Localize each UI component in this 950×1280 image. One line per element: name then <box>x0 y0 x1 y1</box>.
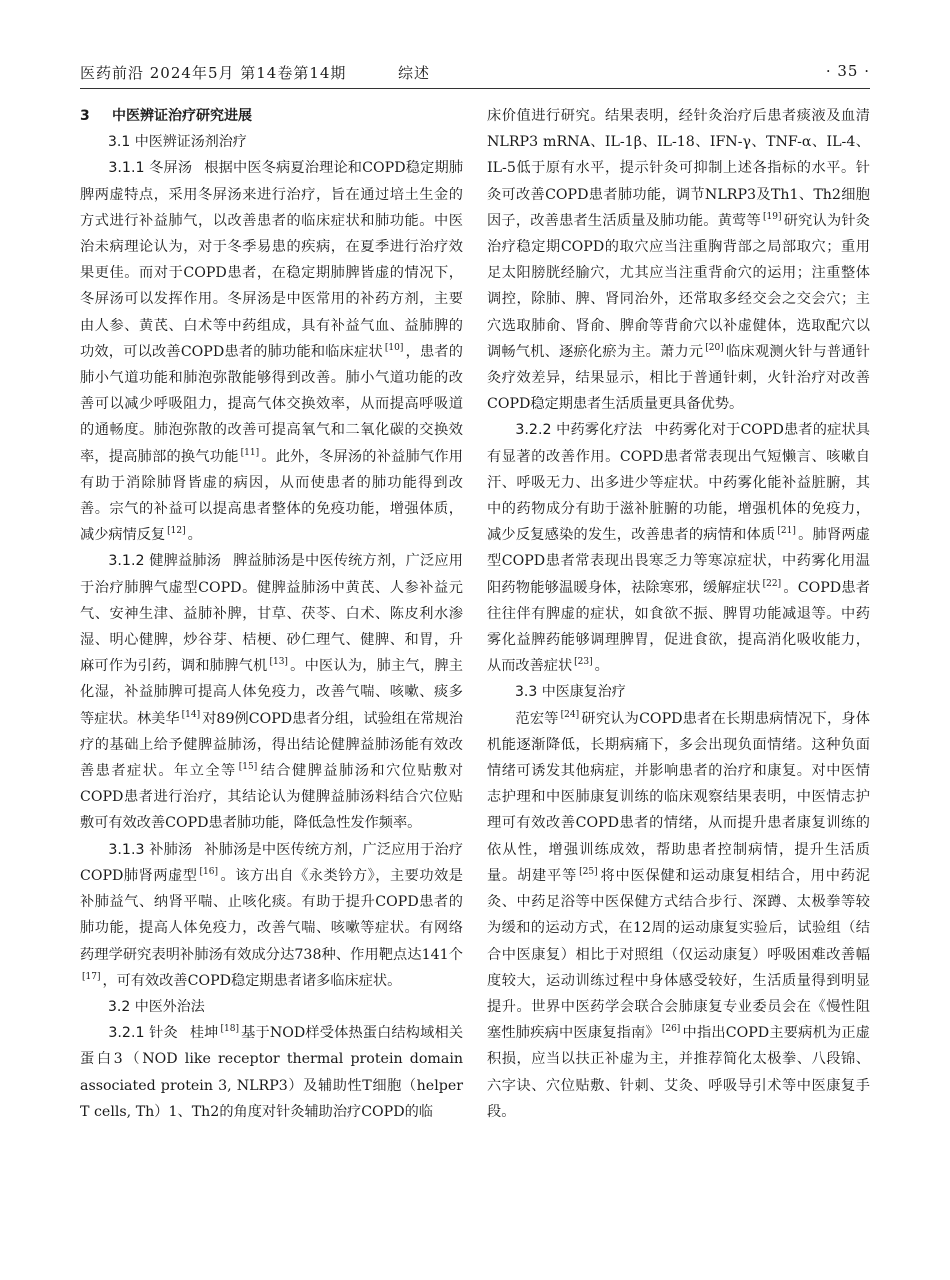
citation-16: [16] <box>199 866 218 877</box>
section-3-heading: 3 中医辨证治疗研究进展 <box>80 108 252 124</box>
citation-17: [17] <box>82 971 101 982</box>
citation-11: [11] <box>240 447 260 458</box>
header-divider <box>80 88 870 89</box>
citation-26: [26] <box>661 1024 681 1035</box>
subheading-3-2-2: 3.2.2 中药雾化疗法 <box>515 422 643 439</box>
left-column <box>80 103 463 1125</box>
citation-12: [12] <box>167 526 186 537</box>
citation-21: [21] <box>777 526 796 537</box>
citation-15: [15] <box>238 762 258 773</box>
citation-23: [23] <box>574 657 593 668</box>
citation-10: [10] <box>384 342 404 353</box>
section-3-1-heading: 3.1 中医辨证汤剂治疗 <box>108 134 247 151</box>
paragraph-3-2-1: 3.2.1 针灸 桂坤 [18] 基于NOD样受体热蛋白结构域相关蛋白3（NOD like receptor thermal protein domain associated protein 3, NLRP3）及辅助性T细胞（helper T cells, Th）1、Th2的角度对针灸辅助治疗COPD的临 <box>80 1024 464 1120</box>
paragraph-3-3: 范宏等 [24] 研究认为COPD患者在长期患病情况下，身体机能逐渐降低，长期病痛下，多会出现负面情绪。这种负面情绪可诱发其他病症，并影响患者的治疗和康复。对中医情志护理和中医肺康复训练的临床观察结果表明，中医情志护理可有效改善COPD患者的情绪，从而提升患者康复训练的依从性，增强训练成效，帮助患者控制病情，提升生活质量。胡建平等 [25] 将中医保健和运动康复相结合，用中药泥灸、中药足浴等中医保健方式结合步行、深蹲、太极拳等较为缓和的运动方式，在12周的运动康复实验后，试验组（结合中医康复）相比于对照组（仅运动康复）呼吸困难改善幅度较大，运动训练过程中身体感受较好，生活质量得到明显提升。世界中医药学会联合会肺康复专业委员会在《慢性阻塞性肺疾病中医康复指南》 [26] 中指出COPD主要病机为正虚积损，应当以扶正补虚为主，并推荐简化太极拳、八段锦、六字诀、穴位贴敷、针刺、艾灸、呼吸导引术等中医康复手段。 <box>487 709 870 1120</box>
section-label: 综述 <box>398 64 431 82</box>
journal-info: 医药前沿 2024年5月 第14卷第14期 <box>80 64 347 82</box>
right-column <box>487 103 870 1125</box>
subheading-3-1-3: 3.1.3 补肺汤 <box>108 841 193 858</box>
citation-22: [22] <box>762 578 782 589</box>
paragraph-3-1-3: 3.1.3 补肺汤 补肺汤是中医传统方剂，广泛应用于治疗COPD肺肾两虚型 [16] 。该方出自《永类钤方》，主要功效是补肺益气、纳肾平喘、止咳化痰。有助于提升COPD患者的肺功能，提高人体免疫力，改善气喘、咳嗽等症状。有网络药理学研究表明补肺汤有效成分达738种、作用靶点达141个[17] ，可有效改善COPD稳定期患者诸多临床症状。 <box>80 841 463 989</box>
paragraph-3-2-1-cont: 床价值进行研究。结果表明，经针灸治疗后患者痰液及血清NLRP3 mRNA、IL-1β、IL-18、IFN-γ、TNF-α、IL-4、IL-5低于原有水平，提示针灸可抑制上述各指标的水平。针灸可改善COPD患者肺功能，调节NLRP3及Th1、Th2细胞因子，改善患者生活质量及肺功能。黄莺等 [19] 研究认为针灸治疗稳定期COPD的取穴应当注重胸背部之局部取穴；重用足太阳膀胱经腧穴，尤其应当注重背俞穴的运用；注重整体调控，除肺、脾、肾同治外，还常取多经交会之交会穴；主穴选取肺俞、肾俞、脾俞等背俞穴以补虚健体，选取配穴以调畅气机、逐瘀化瘀为主。萧力元 [20] 临床观测火针与普通针灸疗效差异，结果显示，相比于普通针刺，火针治疗对改善COPD稳定期患者生活质量更具备优势。 <box>487 108 870 413</box>
citation-14: [14] <box>181 709 201 720</box>
subheading-3-1-1: 3.1.1 冬屏汤 <box>108 160 193 177</box>
paragraph-3-1-1: 3.1.1 冬屏汤 根据中医冬病夏治理论和COPD稳定期肺脾两虚特点，采用冬屏汤来进行治疗，旨在通过培土生金的方式进行补益肺气，以改善患者的临床症状和肺功能。中医治未病理论认为，对于冬季易患的疾病，在夏季进行治疗效果更佳。而对于COPD患者，在稳定期肺脾皆虚的情况下，冬屏汤可以发挥作用。冬屏汤是中医常用的补药方剂，主要由人参、黄芪、白术等中药组成，具有补益气血、益肺脾的功效，可以改善COPD患者的肺功能和临床症状 [10] ，患者的肺小气道功能和肺泡弥散能够得到改善。肺小气道功能的改善可以减少呼吸阻力，提高气体交换效率，从而提高呼吸道的通畅度。肺泡弥散的改善可提高氧气和二氧化碳的交换效率，提高肺部的换气功能 [11] 。此外，冬屏汤的补益肺气作用有助于消除肺肾皆虚的病因，从而使患者的肺功能得到改善。宗气的补益可以提高患者整体的免疫功能，增强体质，减少病情反复 [12] 。 <box>80 160 464 544</box>
citation-18: [18] <box>220 1024 240 1035</box>
section-3-3-heading: 3.3 中医康复治疗 <box>515 684 626 701</box>
page-number: · 35 · <box>825 62 870 80</box>
citation-19: [19] <box>762 211 782 222</box>
citation-25: [25] <box>579 866 598 877</box>
subheading-3-1-2: 3.1.2 健脾益肺汤 <box>108 553 222 570</box>
citation-24: [24] <box>560 709 580 720</box>
paragraph-3-1-2: 3.1.2 健脾益肺汤 脾益肺汤是中医传统方剂，广泛应用于治疗肺脾气虚型COPD。健脾益肺汤中黄芪、人参补益元气、安神生津、益肺补脾，甘草、茯苓、白术、陈皮利水渗湿、明心健脾，炒谷芽、桔梗、砂仁理气、健脾、和胃，升麻可作为引药，调和肺脾气机 [13] 。中医认为，肺主气，脾主化湿，补益肺脾可提高人体免疫力，改善气喘、咳嗽、痰多等症状。林美华 [14] 对89例COPD患者分组，试验组在常规治疗的基础上给予健脾益肺汤，得出结论健脾益肺汤能有效改善患者症状。年立全等 [15] 结合健脾益肺汤和穴位贴敷对COPD患者进行治疗，其结论认为健脾益肺汤料结合穴位贴敷可有效改善COPD患者肺功能，降低急性发作频率。 <box>80 553 463 832</box>
section-3-2-heading: 3.2 中医外治法 <box>108 998 205 1015</box>
subheading-3-2-1: 3.2.1 针灸 <box>108 1025 178 1042</box>
citation-20: [20] <box>705 342 724 353</box>
paragraph-3-2-2: 3.2.2 中药雾化疗法 中药雾化对于COPD患者的症状具有显著的改善作用。COPD患者常表现出气短懒言、咳嗽自汗、呼吸无力、出多进少等症状。中药雾化能补益脏腑，其中的药物成分有助于滋补脏腑的功能，增强机体的免疫力，减少反复感染的发生，改善患者的病情和体质 [21] 。肺肾两虚型COPD患者常表现出畏寒乏力等寒凉症状，中药雾化用温阳药物能够温暖身体，祛除寒邪，缓解症状 [22] 。COPD患者往往伴有脾虚的症状，如食欲不振、脾胃功能减退等。中药雾化益脾药能够调理脾胃，促进食欲，提高消化吸收能力，从而改善症状 [23] 。 <box>487 422 870 675</box>
page-header <box>80 62 870 86</box>
citation-13: [13] <box>269 657 288 668</box>
